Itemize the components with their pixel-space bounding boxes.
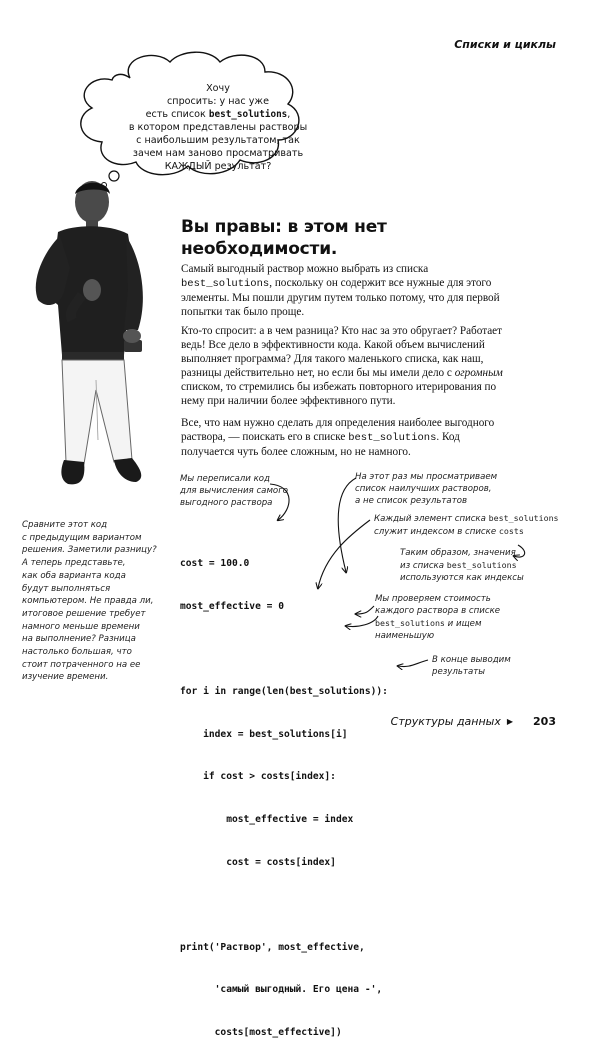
code-line	[180, 898, 388, 912]
annotation-line	[375, 617, 545, 630]
side-note-line: намного меньше времени	[22, 621, 140, 632]
annotation-text: из списка	[400, 561, 447, 571]
annotation-line: В конце выводим	[432, 655, 511, 665]
bubble-line: Хочу	[206, 83, 230, 94]
p1-text-b: , поскольку он содержит все нужные для этого элементы. Мы пошли другим путем только потому, что для первой попытки так было проще.	[181, 277, 500, 318]
annotation-line: используются как индексы	[400, 573, 524, 583]
annotation-text: служит индексом в списке	[374, 527, 499, 537]
code-line: index = best_solutions[i]	[180, 728, 348, 740]
p3-code: best_solutions	[348, 432, 437, 444]
paragraph-3	[181, 416, 511, 459]
side-note-line: настолько большая, что	[22, 647, 132, 658]
p2-text-b: списком, то стремились бы избежать повторного итерирования по нему при наличии более эффективного пути.	[181, 381, 497, 407]
annotation-rewrote	[180, 473, 300, 509]
side-note-line: будут выполняться	[22, 583, 111, 594]
arrow-at-end	[398, 660, 428, 667]
p2-emphasis: огромным	[454, 367, 503, 379]
annotation-so-values	[400, 547, 550, 584]
code-line: cost = 100.0	[180, 558, 250, 570]
side-note-line: Сравните этот код	[22, 520, 108, 530]
p2-text-a: Кто-то спросит: а в чем разница? Кто нас за это обругает? Работает ведь! Все дело в эффективности кода. Какой объем вычислений выполняет программа? Для такого маленького списка, как наш, разницы действительно нет, но если бы мы имели дело с	[181, 325, 503, 379]
page-footer	[391, 715, 556, 728]
paragraph-1	[181, 262, 511, 319]
chapter-name: Структуры данных	[390, 715, 501, 728]
bubble-line-prefix: есть список	[145, 109, 209, 120]
p3-text-b: . Код получается чуть более сложным, но не намного.	[181, 431, 460, 458]
code-line	[180, 643, 388, 657]
p1-code: best_solutions	[181, 278, 270, 290]
code-line: if cost > costs[index]:	[180, 771, 336, 783]
bubble-code: best_solutions	[208, 109, 288, 120]
code-line: 'самый выгодный. Его цена -',	[180, 984, 383, 996]
annotation-line: На этот раз мы просматриваем	[355, 472, 498, 482]
annotation-we-check	[375, 593, 545, 642]
annotation-text: и ищем	[447, 619, 482, 629]
paragraph-2	[181, 324, 511, 408]
code-line: for i in range(len(best_solutions)):	[180, 686, 388, 698]
side-note-line: А теперь представьте,	[22, 558, 126, 569]
code-line: most_effective = index	[180, 813, 354, 825]
annotation-line	[374, 512, 584, 525]
annotation-line: наименьшую	[375, 631, 435, 641]
heading-line-2: необходимости.	[181, 239, 338, 259]
p1-text-a: Самый выгодный раствор можно выбрать из списка	[181, 263, 429, 275]
side-note-line: компьютером. Не правда ли,	[22, 596, 154, 607]
annotation-code: best_solutions	[375, 618, 445, 628]
annotation-line	[374, 525, 584, 538]
code-line: print('Раствор', most_effective,	[180, 941, 365, 953]
side-note-line: на выполнение? Разница	[22, 634, 136, 645]
annotation-line: результаты	[432, 667, 486, 677]
code-line: most_effective = 0	[180, 601, 284, 612]
bubble-line: в котором представлены растворы	[128, 122, 308, 133]
p3-text-a: Все, что нам нужно сделать для определения наиболее выгодного раствора, — поискать его в списке	[181, 417, 495, 443]
bubble-line: зачем нам заново просматривать	[132, 148, 304, 159]
bubble-line: КАЖДЫЙ результат?	[164, 161, 272, 172]
bubble-line	[118, 108, 318, 121]
annotation-line	[400, 559, 550, 572]
footer-arrow-icon: ▶	[506, 717, 514, 726]
annotation-line: Мы проверяем стоимость	[375, 594, 491, 604]
person-illustration	[20, 180, 170, 510]
side-note-line: с предыдущим вариантом	[22, 532, 142, 543]
side-note-line: решения. Заметили разницу?	[22, 545, 157, 556]
side-note-line: стоит потраченного на ее	[22, 659, 141, 670]
annotation-at-end	[432, 654, 542, 678]
annotation-line: а не список результатов	[355, 496, 468, 506]
annotation-text: Каждый элемент списка	[374, 514, 489, 524]
annotation-line: каждого раствора в списке	[375, 606, 501, 616]
annotation-line: Мы переписали код	[180, 474, 270, 484]
annotation-each-element	[374, 512, 584, 538]
side-note-line: итоговое решение требует	[22, 608, 146, 619]
side-note-line: изучение времени.	[22, 672, 109, 683]
annotation-line: Таким образом, значения	[400, 548, 516, 558]
bubble-text	[118, 82, 318, 173]
annotation-this-time	[355, 471, 525, 507]
annotation-code: costs	[498, 526, 524, 536]
page-number: 203	[533, 715, 556, 728]
heading-line-1: Вы правы: в этом нет	[181, 217, 387, 237]
section-title: Списки и циклы	[454, 38, 556, 51]
code-line: cost = costs[index]	[180, 856, 336, 868]
annotation-line: список наилучших растворов,	[355, 484, 492, 494]
annotation-code: best_solutions	[446, 560, 517, 570]
annotation-line: выгодного раствора	[180, 498, 273, 508]
annotation-code: best_solutions	[488, 513, 559, 523]
bubble-line: спросить: у нас уже	[167, 96, 269, 107]
annotation-line: для вычисления самого	[180, 486, 288, 496]
code-listing	[180, 529, 388, 1054]
bubble-line: с наибольшим результатом, так	[136, 135, 300, 146]
side-note	[22, 519, 170, 684]
side-note-line: как оба варианта кода	[22, 570, 126, 581]
code-line: costs[most_effective])	[180, 1026, 342, 1038]
section-heading	[181, 216, 511, 260]
bubble-line-suffix: ,	[287, 109, 291, 120]
